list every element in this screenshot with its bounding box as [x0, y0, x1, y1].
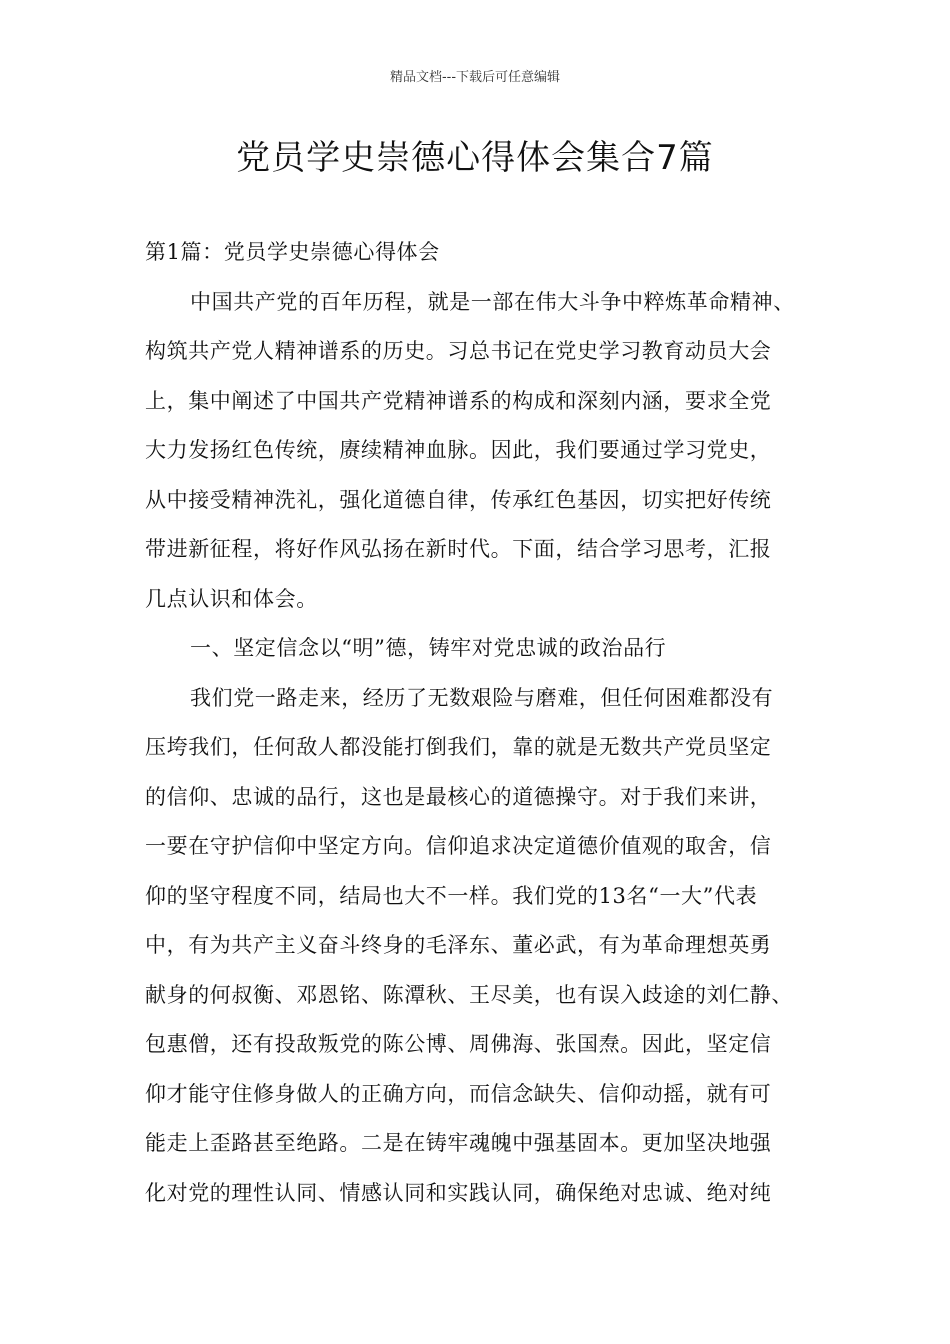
- body-line: 构筑共产党人精神谱系的历史。习总书记在党史学习教育动员大会: [145, 339, 772, 363]
- document-title: 党员学史崇德心得体会集合7篇: [236, 138, 714, 178]
- body-line: 包惠僧，还有投敌叛党的陈公博、周佛海、张国焘。因此，坚定信: [145, 1032, 772, 1056]
- body-line: 中国共产党的百年历程，就是一部在伟大斗争中粹炼革命精神、: [190, 289, 795, 314]
- body-line: 中，有为共产主义奋斗终身的毛泽东、董必武，有为革命理想英勇: [145, 933, 772, 957]
- body-line: 献身的何叔衡、邓恩铭、陈潭秋、王尽美，也有误入歧途的刘仁静、: [145, 982, 793, 1007]
- body-line: 的信仰、忠诚的品行，这也是最核心的道德操守。对于我们来讲，: [145, 784, 772, 809]
- body-line: 带进新征程，将好作风弘扬在新时代。下面，结合学习思考，汇报: [145, 537, 772, 561]
- body-line: 能走上歪路甚至绝路。二是在铸牢魂魄中强基固本。更加坚决地强: [145, 1131, 772, 1155]
- body-line: 几点认识和体会。: [145, 586, 318, 611]
- document-body: [145, 228, 835, 1218]
- body-line: 一要在守护信仰中坚定方向。信仰追求决定道德价值观的取舍，信: [145, 834, 772, 858]
- body-line: 上，集中阐述了中国共产党精神谱系的构成和深刻内涵，要求全党: [145, 388, 772, 413]
- body-line: 我们党一路走来，经历了无数艰险与磨难，但任何困难都没有: [190, 685, 774, 710]
- body-line: 大力发扬红色传统，赓续精神血脉。因此，我们要通过学习党史，: [145, 438, 772, 462]
- body-line: 仰的坚守程度不同，结局也大不一样。我们党的13名“一大”代表: [145, 883, 758, 908]
- section-heading: 一、坚定信念以“明”德，铸牢对党忠诚的政治品行: [190, 636, 667, 660]
- header-note: 精品文档---下载后可任意编辑: [389, 70, 561, 85]
- body-line: 压垮我们，任何敌人都没能打倒我们，靠的就是无数共产党员坚定: [145, 735, 772, 759]
- body-line: 仰才能守住修身做人的正确方向，而信念缺失、信仰动摇，就有可: [145, 1081, 772, 1106]
- body-line: 第1篇：党员学史崇德心得体会: [145, 240, 440, 264]
- body-line: 从中接受精神洗礼，强化道德自律，传承红色基因，切实把好传统: [145, 487, 772, 512]
- body-line: 化对党的理性认同、情感认同和实践认同，确保绝对忠诚、绝对纯: [145, 1180, 772, 1205]
